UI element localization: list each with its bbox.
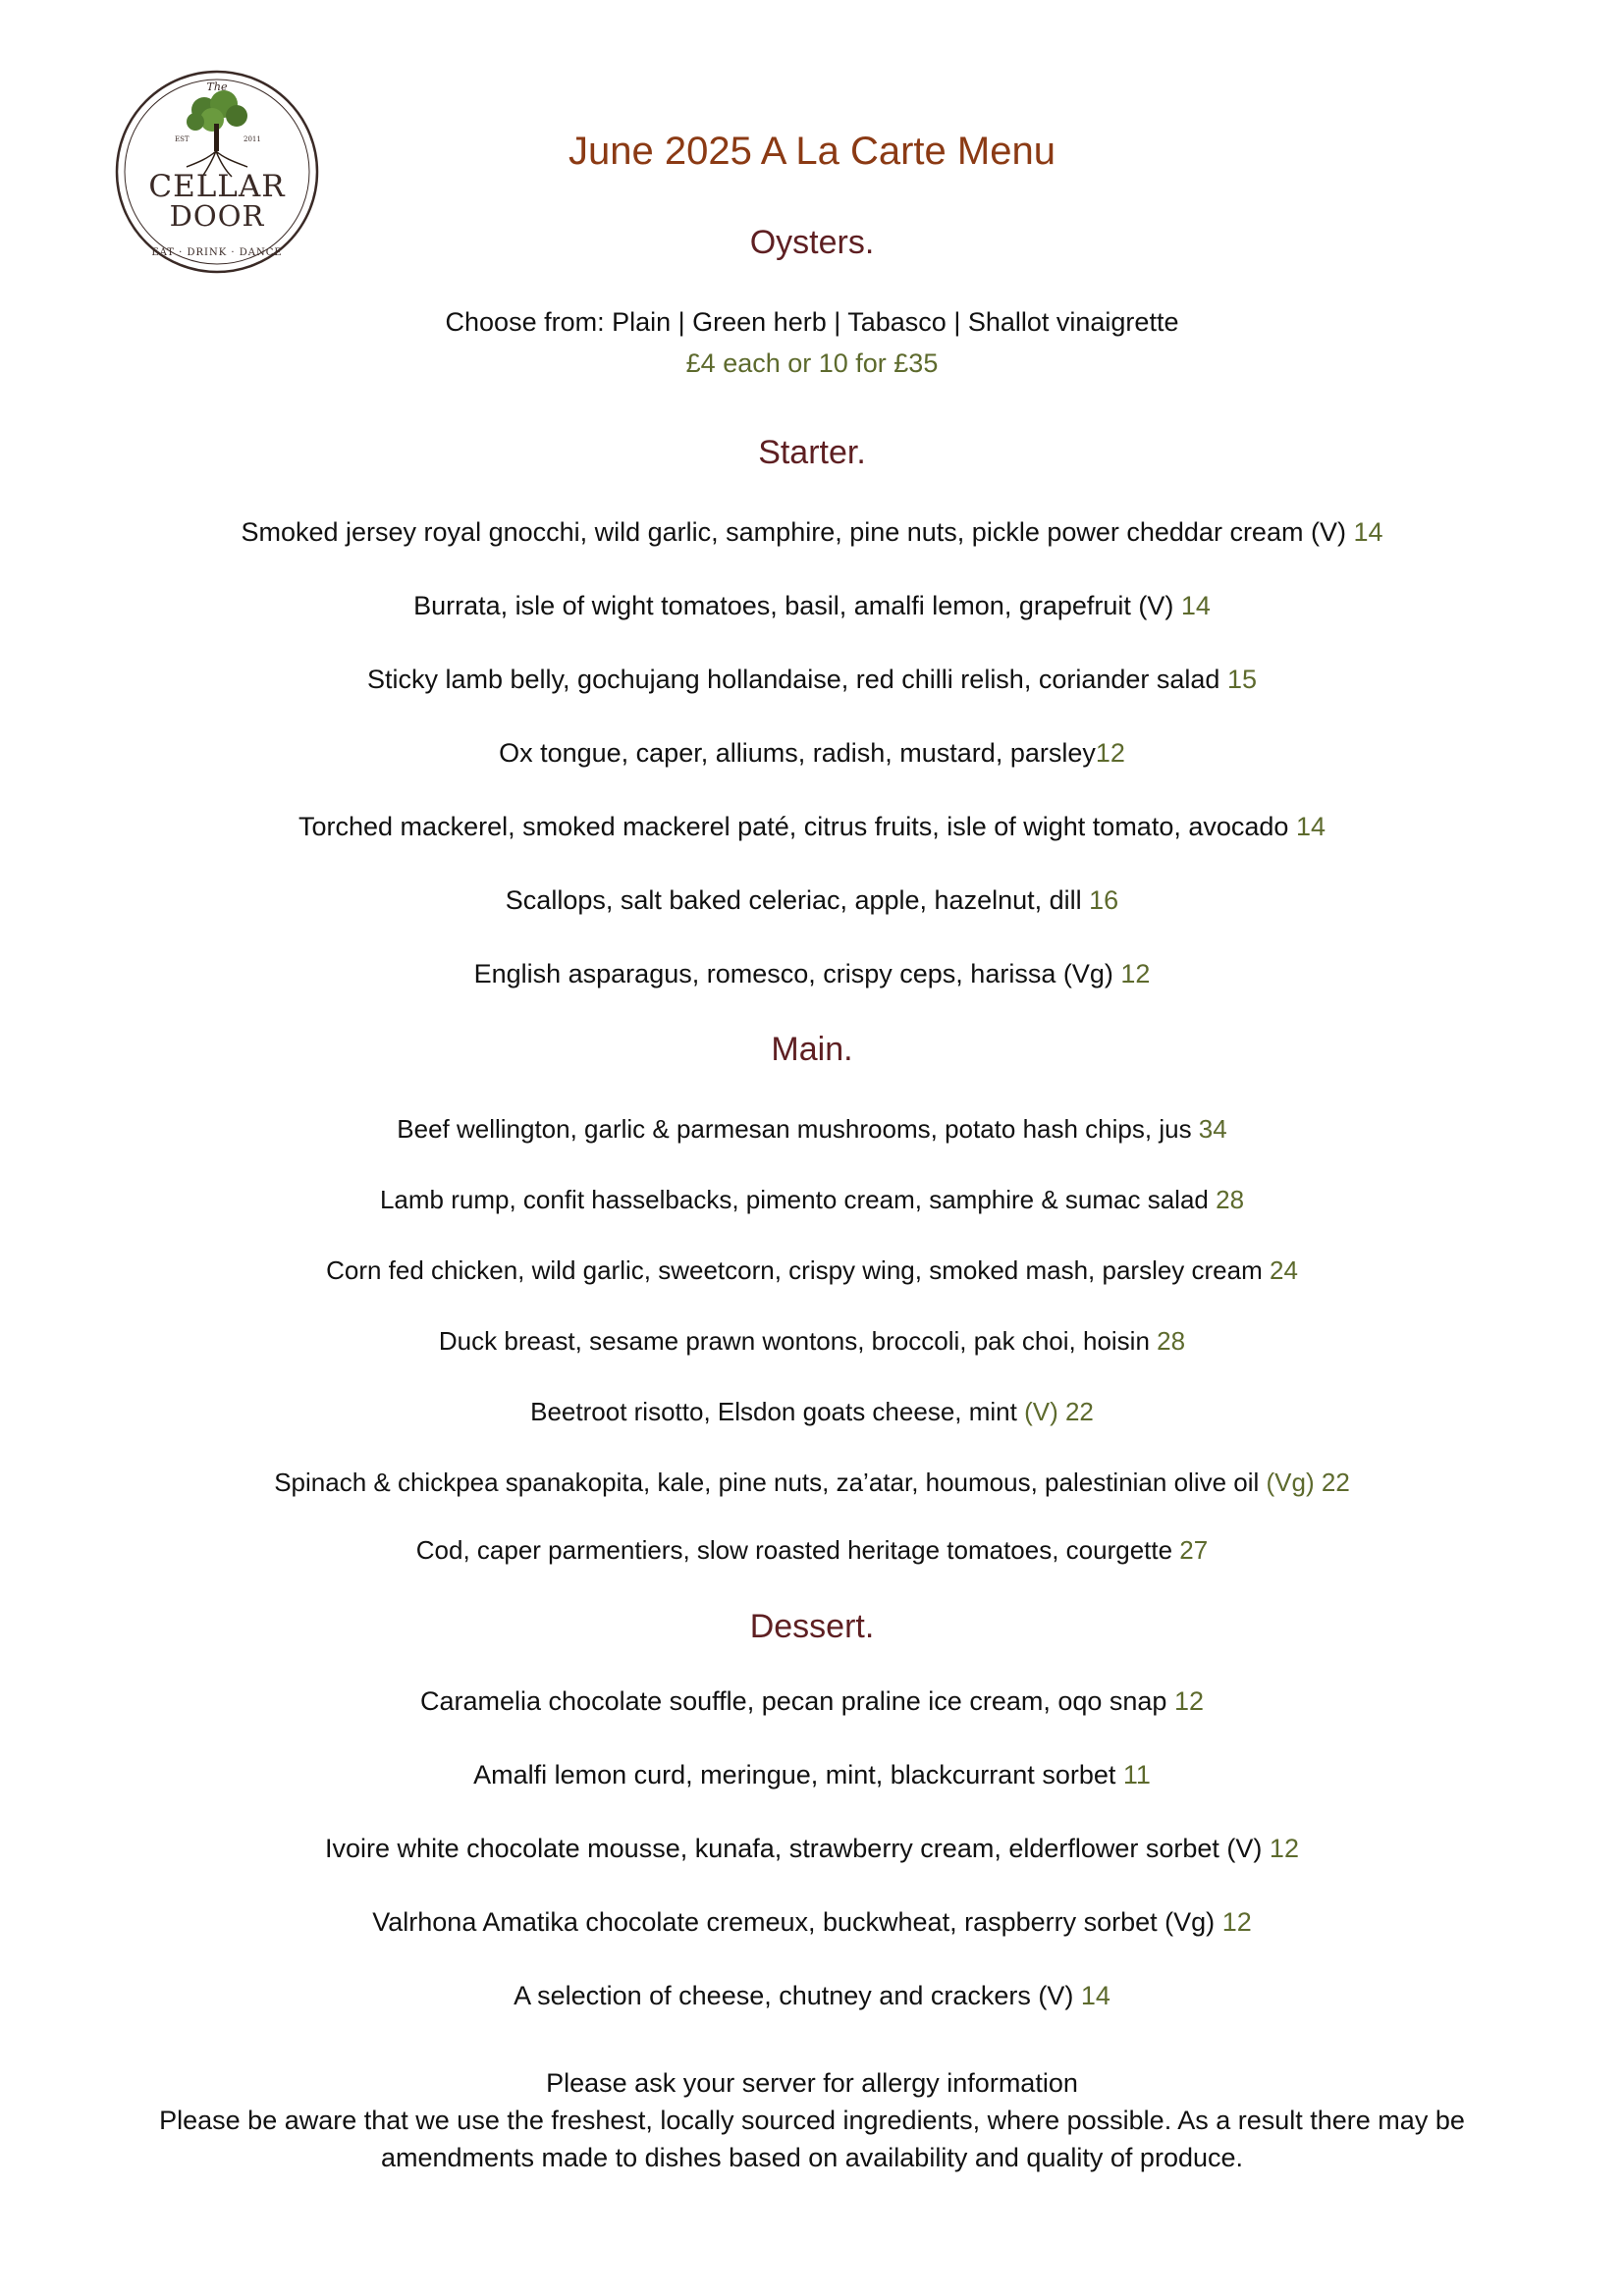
svg-text:DOOR: DOOR <box>169 199 265 233</box>
item-price: 27 <box>1179 1535 1209 1565</box>
item-price: 12 <box>1095 738 1125 768</box>
menu-item: Corn fed chicken, wild garlic, sweetcorn, crispy wing, smoked mash, parsley cream 24 <box>326 1255 1298 1285</box>
menu-item: Scallops, salt baked celeriac, apple, hazelnut, dill 16 <box>505 885 1119 915</box>
menu-item: Ivoire white chocolate mousse, kunafa, strawberry cream, elderflower sorbet (V) 12 <box>325 1834 1299 1863</box>
menu-item: Duck breast, sesame prawn wontons, broccoli, pak choi, hoisin 28 <box>438 1326 1186 1356</box>
item-price: (Vg) 22 <box>1266 1468 1350 1497</box>
menu-item: Smoked jersey royal gnocchi, wild garlic, samphire, pine nuts, pickle power cheddar cream (V) 14 <box>241 517 1383 547</box>
svg-text:EAT · DRINK · DANCE: EAT · DRINK · DANCE <box>151 247 283 258</box>
svg-text:2011: 2011 <box>244 135 261 143</box>
item-price: 11 <box>1122 1760 1151 1789</box>
item-price: 34 <box>1198 1114 1227 1144</box>
item-price: (V) 22 <box>1024 1397 1094 1426</box>
item-price: 15 <box>1226 665 1257 694</box>
menu-item: A selection of cheese, chutney and crackers (V) 14 <box>514 1981 1110 2010</box>
oysters-choose: Choose from: Plain | Green herb | Tabasco | Shallot vinaigrette <box>445 307 1179 337</box>
availability-note-cont: amendments made to dishes based on availability and quality of produce. <box>380 2143 1244 2172</box>
menu-item: Spinach & chickpea spanakopita, kale, pine nuts, za’atar, houmous, palestinian olive oil (Vg) 22 <box>274 1468 1350 1497</box>
menu-item: Sticky lamb belly, gochujang hollandaise, red chilli relish, coriander salad 15 <box>366 665 1257 694</box>
menu-item: Beef wellington, garlic & parmesan mushrooms, potato hash chips, jus 34 <box>397 1114 1227 1144</box>
menu-item: Lamb rump, confit hasselbacks, pimento cream, samphire & sumac salad 28 <box>379 1185 1245 1214</box>
main-heading: Main. <box>771 1031 853 1068</box>
menu-item: Cod, caper parmentiers, slow roasted heritage tomatoes, courgette 27 <box>415 1535 1209 1565</box>
item-price: 14 <box>1180 591 1211 620</box>
menu-item: Valrhona Amatika chocolate cremeux, buckwheat, raspberry sorbet (Vg) 12 <box>372 1907 1252 1937</box>
svg-text:The: The <box>206 80 228 93</box>
item-price: 12 <box>1221 1907 1252 1937</box>
menu-item: Beetroot risotto, Elsdon goats cheese, mint (V) 22 <box>530 1397 1094 1426</box>
item-price: 14 <box>1353 517 1383 547</box>
item-price: 28 <box>1157 1326 1186 1356</box>
item-price: 28 <box>1216 1185 1245 1214</box>
item-price: 12 <box>1269 1834 1299 1863</box>
dessert-heading: Dessert. <box>749 1608 875 1645</box>
oysters-price: £4 each or 10 for £35 <box>685 348 939 378</box>
menu-item: English asparagus, romesco, crispy ceps, harissa (Vg) 12 <box>473 959 1151 988</box>
menu-item: Caramelia chocolate souffle, pecan praline ice cream, oqo snap 12 <box>420 1686 1204 1716</box>
availability-note: Please be aware that we use the freshest, locally sourced ingredients, where possible. As a result there may be <box>159 2106 1465 2135</box>
starter-heading: Starter. <box>758 434 866 471</box>
menu-item: Amalfi lemon curd, meringue, mint, blackcurrant sorbet 11 <box>473 1760 1151 1789</box>
item-price: 16 <box>1089 885 1119 915</box>
item-price: 14 <box>1080 1981 1110 2010</box>
item-price: 24 <box>1270 1255 1298 1285</box>
allergy-note: Please ask your server for allergy information <box>546 2068 1078 2098</box>
menu-item: Burrata, isle of wight tomatoes, basil, amalfi lemon, grapefruit (V) 14 <box>413 591 1211 620</box>
oysters-heading: Oysters. <box>749 224 875 261</box>
svg-text:EST: EST <box>175 135 189 143</box>
menu-title: June 2025 A La Carte Menu <box>568 130 1056 173</box>
item-price: 12 <box>1120 959 1151 988</box>
menu-item: Ox tongue, caper, alliums, radish, mustard, parsley12 <box>499 738 1125 768</box>
item-price: 12 <box>1173 1686 1204 1716</box>
item-price: 14 <box>1295 812 1326 841</box>
svg-text:CELLAR: CELLAR <box>148 169 286 204</box>
menu-item: Torched mackerel, smoked mackerel paté, citrus fruits, isle of wight tomato, avocado 14 <box>298 812 1326 841</box>
